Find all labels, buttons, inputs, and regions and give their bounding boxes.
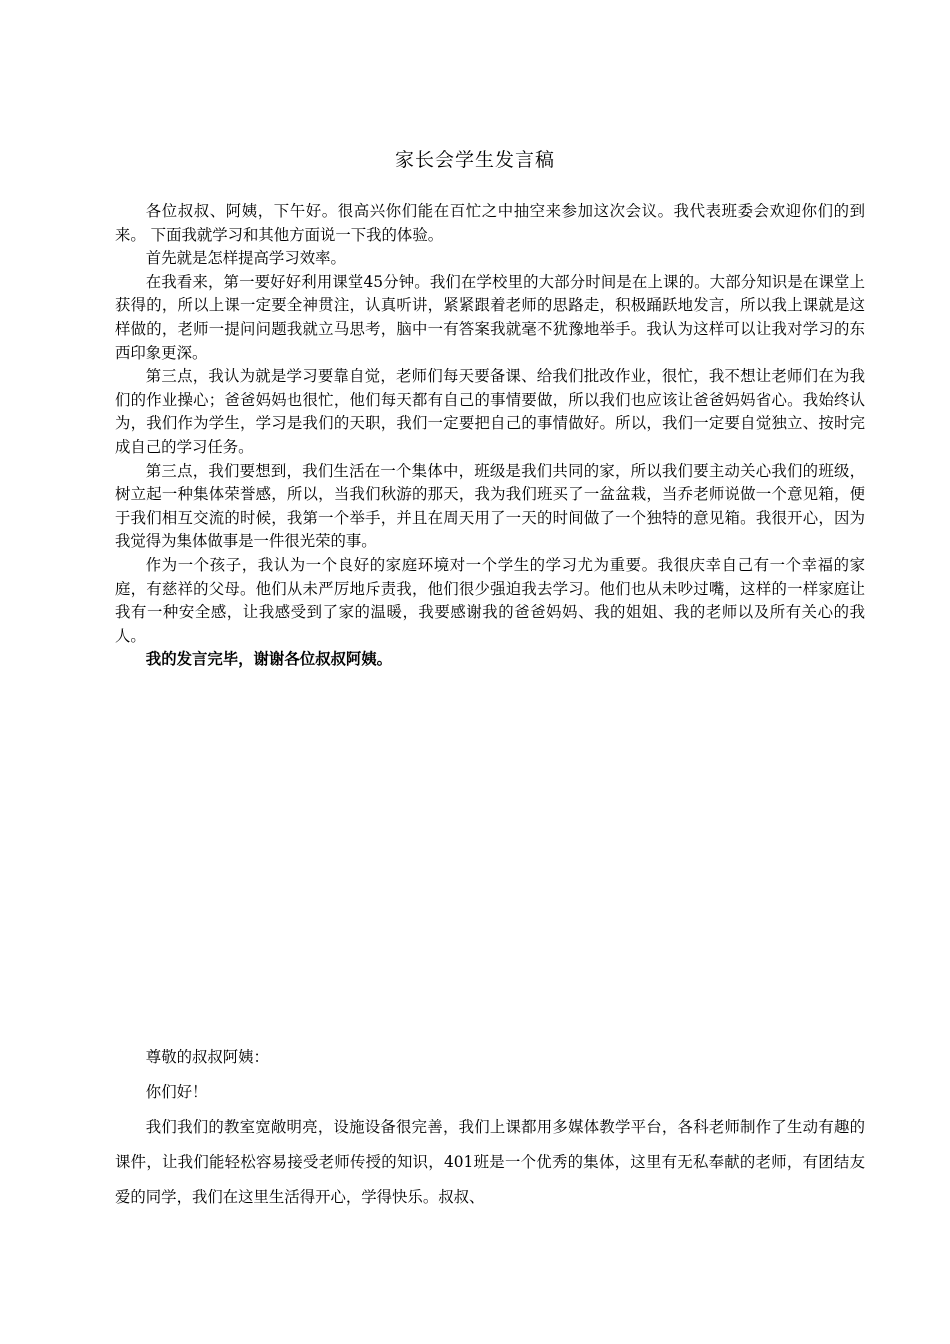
closing-line: 我的发言完毕，谢谢各位叔叔阿姨。 <box>145 650 393 669</box>
second-speech-section <box>115 1040 865 1215</box>
document-title: 家长会学生发言稿 <box>394 149 555 171</box>
greeting: 你们好！ <box>145 1083 208 1101</box>
paragraph: 各位叔叔、阿姨，下午好。很高兴你们能在百忙之中抽空来参加这次会议。我代表班委会欢迎你们的到来。 下面我就学习和其他方面说一下我的体验。 <box>115 202 865 244</box>
paragraph: 作为一个孩子，我认为一个良好的家庭环境对一个学生的学习尤为重要。我很庆幸自己有一个幸福的家庭，有慈祥的父母。他们从未严厉地斥责我，他们很少强迫我去学习。他们也从未吵过嘴，这样的一样家庭让我有一种安全感，让我感受到了家的温暖，我要感谢我的爸爸妈妈、我的姐姐、我的老师以及所有关心的我人。 <box>115 555 865 645</box>
paragraph: 首先就是怎样提高学习效率。 <box>145 249 346 268</box>
salutation: 尊敬的叔叔阿姨： <box>145 1048 269 1066</box>
paragraph: 我们我们的教室宽敞明亮，设施设备很完善，我们上课都用多媒体教学平台，各科老师制作了生动有趣的课件，让我们能轻松容易接受老师传授的知识，401班是一个优秀的集体，这里有无私奉献的老师，有团结友爱的同学，我们在这里生活得开心，学得快乐。叔叔、 <box>115 1118 865 1206</box>
paragraph: 在我看来，第一要好好利用课堂45分钟。我们在学校里的大部分时间是在上课的。大部分知识是在课堂上获得的，所以上课一定要全神贯注，认真听讲，紧紧跟着老师的思路走，积极踊跃地发言，所以我上课就是这样做的，老师一提问问题我就立马思考，脑中一有答案我就毫不犹豫地举手。我认为这样可以让我对学习的东西印象更深。 <box>115 272 865 362</box>
paragraph: 第三点，我认为就是学习要靠自觉，老师们每天要备课、给我们批改作业，很忙，我不想让老师们在为我们的作业操心；爸爸妈妈也很忙，他们每天都有自己的事情要做，所以我们也应该让爸爸妈妈省心。我始终认为，我们作为学生，学习是我们的天职，我们一定要把自己的事情做好。所以，我们一定要自觉独立、按时完成自己的学习任务。 <box>115 367 865 456</box>
paragraph: 第三点，我们要想到，我们生活在一个集体中，班级是我们共同的家，所以我们要主动关心我们的班级，树立起一种集体荣誉感，所以，当我们秋游的那天，我为我们班买了一盆盆栽，当乔老师说做一个意见箱，便于我们相互交流的时候，我第一个举手，并且在周天用了一天的时间做了一个独特的意见箱。我很开心，因为我觉得为集体做事是一件很光荣的事。 <box>115 461 865 551</box>
speech-section <box>115 200 865 672</box>
